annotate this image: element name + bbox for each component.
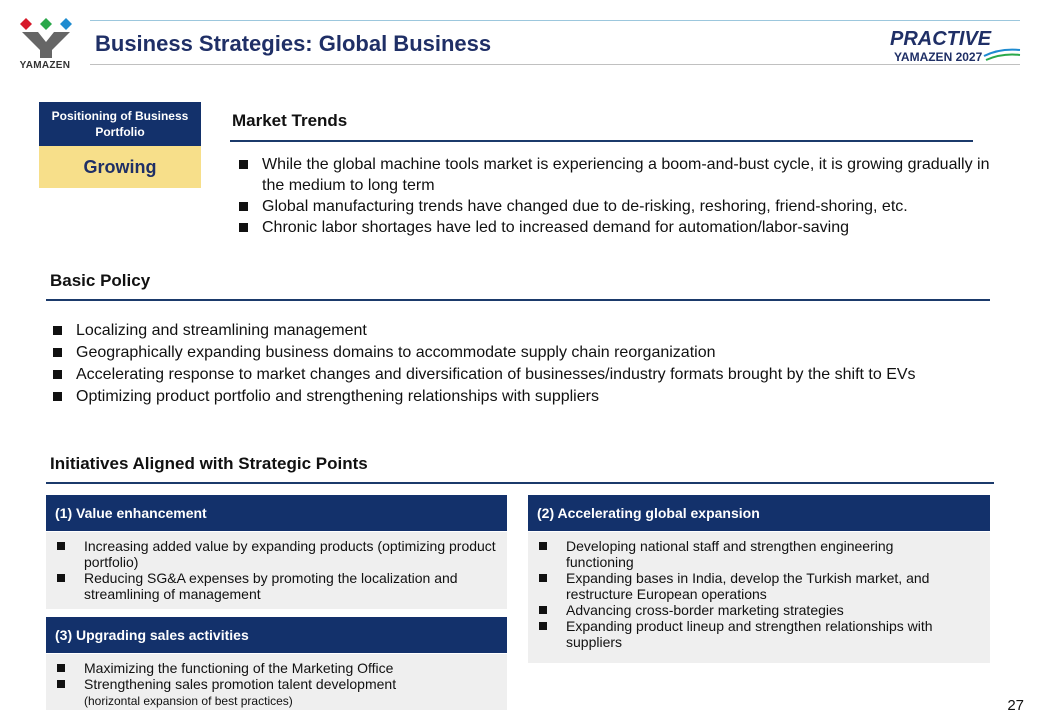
list-item: Developing national staff and strengthen engineering functioning: [528, 538, 958, 570]
panel-sales-activities-body: [46, 654, 507, 710]
brand-wordmark: PRACTIVE: [890, 28, 992, 50]
panel-value-enhancement-header: (1) Value enhancement: [46, 495, 507, 531]
list-item: Geographically expanding business domains to accommodate supply chain reorganization: [46, 342, 976, 363]
market-trends-rule: [230, 140, 973, 142]
page-title: Business Strategies: Global Business: [95, 31, 492, 56]
basic-policy-rule: [46, 299, 990, 301]
list-item: Localizing and streamlining management: [46, 320, 976, 341]
positioning-value: Growing: [39, 146, 201, 188]
brand-swoosh-green: [986, 55, 1020, 60]
list-item: Reducing SG&A expenses by promoting the localization and streamlining of management: [46, 570, 501, 602]
list-item-text: Strengthening sales promotion talent development: [84, 676, 397, 692]
logo-blue-diamond: [60, 18, 72, 30]
list-item: Optimizing product portfolio and strengthening relationships with suppliers: [46, 386, 976, 407]
logo-y-shape: [22, 32, 70, 58]
initiatives-title: Initiatives Aligned with Strategic Points: [50, 454, 368, 473]
basic-policy-list: [46, 320, 976, 408]
market-trends-list: [232, 154, 992, 238]
list-item: Global manufacturing trends have changed due to de-risking, reshoring, friend-shoring, etc.: [232, 196, 992, 217]
logo-red-diamond: [20, 18, 32, 30]
initiatives-rule: [46, 482, 994, 484]
list-item: Maximizing the functioning of the Marketing Office: [46, 660, 486, 676]
list-item-note: (horizontal expansion of best practices): [84, 694, 293, 708]
panel-global-expansion-body: [528, 532, 990, 663]
logo-green-diamond: [40, 18, 52, 30]
list-item: Expanding bases in India, develop the Turkish market, and restructure European operations: [528, 570, 958, 602]
logo-wordmark: YAMAZEN: [19, 60, 71, 71]
proactive-brand-logo: [888, 26, 1022, 64]
panel-global-expansion-header: (2) Accelerating global expansion: [528, 495, 990, 531]
list-item: While the global machine tools market is experiencing a boom-and-bust cycle, it is growing gradually in the medium to long term: [232, 154, 992, 196]
basic-policy-title: Basic Policy: [50, 271, 151, 290]
list-item: Expanding product lineup and strengthen relationships with suppliers: [528, 618, 958, 650]
market-trends-title: Market Trends: [232, 111, 348, 130]
title-bottom-rule: [90, 64, 1020, 65]
list-item: Chronic labor shortages have led to increased demand for automation/labor-saving: [232, 217, 992, 238]
page-number: 27: [1007, 697, 1024, 714]
list-item: [46, 676, 486, 709]
list-item: Increasing added value by expanding products (optimizing product portfolio): [46, 538, 501, 570]
list-item: Advancing cross-border marketing strategies: [528, 602, 958, 618]
panel-sales-activities-header: (3) Upgrading sales activities: [46, 617, 507, 653]
brand-subtitle: YAMAZEN 2027: [894, 50, 983, 64]
positioning-label: Positioning of Business Portfolio: [39, 102, 201, 146]
panel-value-enhancement-body: [46, 532, 507, 609]
list-item: Accelerating response to market changes and diversification of businesses/industry formats brought by the shift to EVs: [46, 364, 976, 385]
title-top-rule: [90, 20, 1020, 21]
